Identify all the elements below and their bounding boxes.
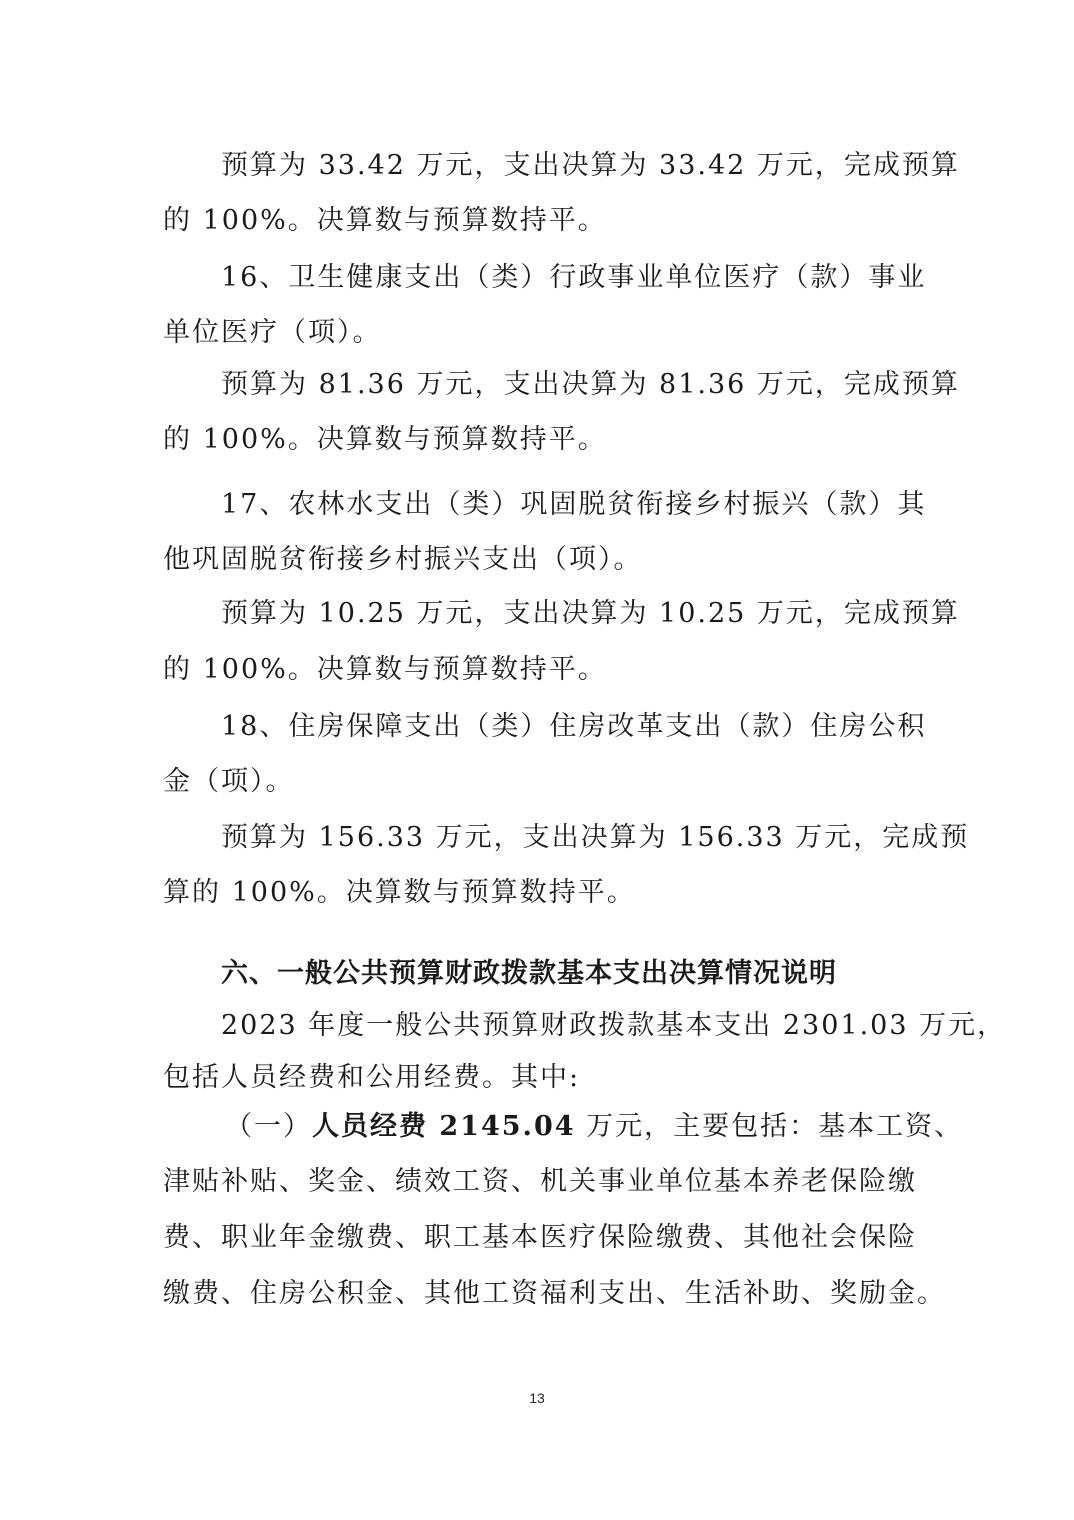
paragraph-line: 的 100%。决算数与预算数持平。 <box>163 205 607 236</box>
paragraph-prefix: （一） <box>225 1111 312 1142</box>
paragraph-line: 的 100%。决算数与预算数持平。 <box>163 424 607 455</box>
paragraph-line: 的 100%。决算数与预算数持平。 <box>163 654 607 685</box>
page-number: 13 <box>529 1390 545 1406</box>
paragraph-line: 单位医疗（项）。 <box>163 317 382 348</box>
paragraph-line: 16、卫生健康支出（类）行政事业单位医疗（款）事业 <box>221 262 927 293</box>
personnel-expense-label: 人员经费 2145.04 <box>312 1111 576 1142</box>
paragraph-line: 金（项）。 <box>163 766 295 797</box>
paragraph-line: 他巩固脱贫衔接乡村振兴支出（项）。 <box>163 544 643 575</box>
section-heading: 六、一般公共预算财政拨款基本支出决算情况说明 <box>221 958 837 989</box>
paragraph-line: 算的 100%。决算数与预算数持平。 <box>163 877 636 908</box>
paragraph-line: 费、职业年金缴费、职工基本医疗保险缴费、其他社会保险 <box>163 1222 917 1253</box>
paragraph-line: 预算为 81.36 万元，支出决算为 81.36 万元，完成预算 <box>221 369 960 400</box>
paragraph-line: 津贴补贴、奖金、绩效工资、机关事业单位基本养老保险缴 <box>163 1166 917 1197</box>
paragraph-line: 预算为 10.25 万元，支出决算为 10.25 万元，完成预算 <box>221 598 960 629</box>
paragraph-line: 18、住房保障支出（类）住房改革支出（款）住房公积 <box>221 711 927 742</box>
paragraph-line: 缴费、住房公积金、其他工资福利支出、生活补助、奖励金。 <box>163 1278 946 1309</box>
paragraph-line <box>225 1107 964 1147</box>
paragraph-line: 包括人员经费和公用经费。其中: <box>163 1062 581 1093</box>
paragraph-line: 17、农林水支出（类）巩固脱贫衔接乡村振兴（款）其 <box>221 489 927 520</box>
paragraph-line: 预算为 33.42 万元，支出决算为 33.42 万元，完成预算 <box>221 150 960 181</box>
paragraph-line: 2023 年度一般公共预算财政拨款基本支出 2301.03 万元， <box>221 1010 1007 1041</box>
paragraph-line: 预算为 156.33 万元，支出决算为 156.33 万元，完成预 <box>221 822 970 853</box>
paragraph-text: 万元，主要包括：基本工资、 <box>575 1111 964 1142</box>
